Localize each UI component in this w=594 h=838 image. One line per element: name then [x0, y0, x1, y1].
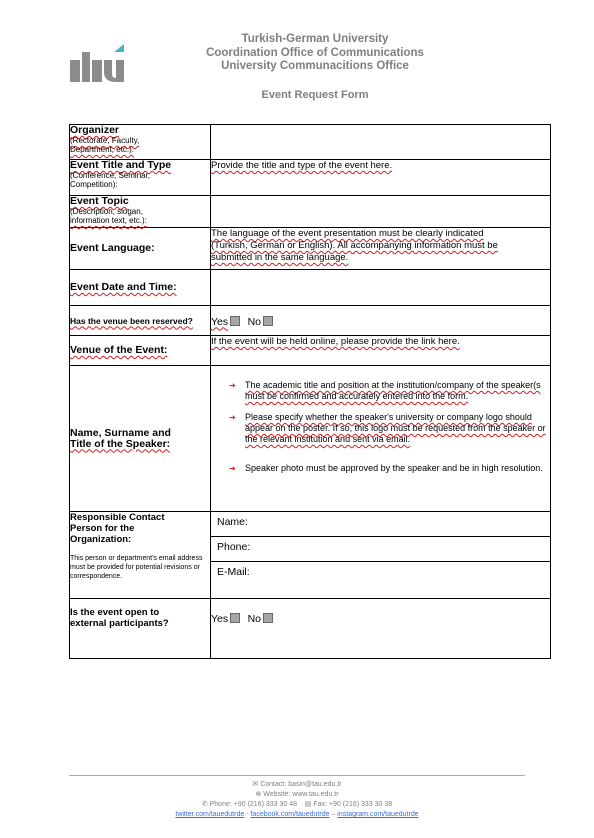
- contact-name-field[interactable]: [211, 512, 550, 537]
- speaker-label-1: Name, Surname and: [70, 426, 171, 439]
- contact-phone-label: Phone:: [217, 541, 251, 553]
- twitter-link[interactable]: twitter.com/tauedutrde: [175, 811, 245, 818]
- reserved-no-label: No: [247, 315, 262, 328]
- arrow-bullet-icon: ➜: [229, 381, 236, 390]
- row-title-type: [70, 160, 551, 196]
- topic-hint-1: (Description, slogan,: [70, 207, 143, 216]
- university-logo: [70, 44, 126, 82]
- contact-email-field[interactable]: [211, 562, 550, 598]
- reserved-yes-label: Yes: [211, 315, 229, 328]
- contact-label-1: Responsible Contact: [70, 512, 165, 523]
- venue-field[interactable]: [211, 336, 551, 366]
- footer: ✉ Contact: basin@tau.edu.tr ⊕ Website: www.tau.edu.tr ✆ Phone: +90 (216) 333 30 48 ▤ Fax: +90 (216) 333 30 38 twitter.com/tauedutrde - facebook.com/tauedutrde – instagram.com/tauedutrde: [175, 781, 419, 818]
- footer-contact: Contact: basin@tau.edu.tr: [260, 781, 342, 788]
- office-name-1: Coordination Office of Communications: [206, 46, 424, 59]
- footer-phone: Phone: +90 (216) 333 30 48: [209, 801, 298, 808]
- row-date: [70, 270, 551, 306]
- form-title: Event Request Form: [261, 89, 369, 101]
- university-name: Turkish-German University: [241, 33, 389, 45]
- contact-email-label: E-Mail:: [217, 566, 250, 578]
- speaker-field[interactable]: [211, 366, 551, 512]
- title-type-field[interactable]: [211, 160, 551, 196]
- external-label-1: Is the event open to: [70, 607, 160, 618]
- title-type-label: Event Title and Type: [70, 159, 172, 171]
- topic-field[interactable]: [211, 196, 551, 228]
- date-label: Event Date and Time:: [70, 281, 177, 293]
- row-organizer: [70, 125, 551, 160]
- envelope-icon: ✉: [252, 781, 261, 788]
- header-block: [150, 33, 480, 74]
- contact-label-3: Organization:: [70, 534, 132, 545]
- arrow-bullet-icon: ➜: [229, 413, 236, 422]
- contact-label-2: Person for the: [70, 523, 135, 534]
- fax-icon: ▤: [304, 801, 314, 808]
- office-name-2: University Communacitions Office: [221, 60, 409, 72]
- organizer-hint-1: (Rectorate, Faculty,: [70, 136, 140, 145]
- organizer-label: Organizer: [70, 124, 120, 136]
- list-item: ➜ The academic title and position at the institution/company of the speaker(s must be confirmed and accurately entered into the form.: [229, 380, 541, 401]
- topic-hint-2: information text, etc.):: [70, 216, 147, 225]
- list-item: ➜ Speaker photo must be approved by the speaker and be in high resolution.: [229, 463, 543, 473]
- list-item: ➜ Please specify whether the speaker's university or company logo should appear on the poster. If so, this logo must be requested from the speaker or the relevant institution and sent via email.: [229, 412, 546, 444]
- facebook-link[interactable]: facebook.com/tauedutrde: [250, 811, 330, 818]
- title-type-hint-1: (Conference, Seminar,: [70, 171, 151, 180]
- row-language: [70, 228, 551, 270]
- language-instruction-3: submitted in the same language.: [211, 252, 349, 263]
- language-label: Event Language:: [70, 242, 155, 254]
- reserved-no-checkbox[interactable]: [263, 316, 273, 326]
- external-no-label: No: [247, 613, 262, 625]
- event-request-table: [69, 124, 551, 659]
- footer-website: Website: www.tau.edu.tr: [263, 791, 339, 798]
- globe-icon: ⊕: [255, 791, 264, 798]
- date-field[interactable]: [211, 270, 551, 306]
- instagram-link[interactable]: instagram.com/tauedutrde: [337, 811, 419, 818]
- external-yes-checkbox[interactable]: [230, 613, 240, 623]
- phone-icon: ✆: [201, 801, 210, 808]
- contact-phone-field[interactable]: [211, 537, 550, 562]
- topic-label: Event Topic: [70, 195, 129, 207]
- venue-instruction: If the event will be held online, please provide the link here.: [211, 336, 460, 347]
- external-label-2: external participants?: [70, 618, 169, 629]
- row-venue-reserved: [70, 306, 551, 336]
- organizer-hint-2: Department, etc.):: [70, 145, 135, 154]
- speaker-label-2: Title of the Speaker:: [70, 437, 171, 450]
- organizer-field[interactable]: [211, 125, 551, 160]
- language-instruction-2: (Turkish, German or English). All accompanying information must be: [211, 240, 498, 251]
- external-no-checkbox[interactable]: [263, 613, 273, 623]
- row-venue: [70, 336, 551, 366]
- venue-reserved-label: Has the venue been reserved?: [70, 315, 193, 326]
- footer-divider: [69, 775, 525, 776]
- language-field[interactable]: [211, 228, 551, 270]
- speaker-guidelines: [211, 380, 550, 474]
- external-yes-label: Yes: [211, 613, 229, 625]
- row-speaker: [70, 366, 551, 512]
- title-type-hint-2: Competition):: [70, 180, 118, 189]
- venue-label: Venue of the Event:: [70, 344, 168, 356]
- arrow-bullet-icon: ➜: [229, 464, 236, 473]
- row-external: [70, 599, 551, 659]
- contact-note: This person or department's email address must be provided for potential revisions or correspondence.: [70, 555, 203, 580]
- row-contact: [70, 512, 551, 599]
- contact-name-label: Name:: [217, 516, 248, 528]
- language-instruction-1: The language of the event presentation must be clearly indicated: [211, 228, 484, 239]
- footer-fax: Fax: +90 (216) 333 30 38: [313, 801, 393, 808]
- row-topic: [70, 196, 551, 228]
- reserved-yes-checkbox[interactable]: [230, 316, 240, 326]
- title-type-instruction: Provide the title and type of the event here.: [211, 160, 393, 171]
